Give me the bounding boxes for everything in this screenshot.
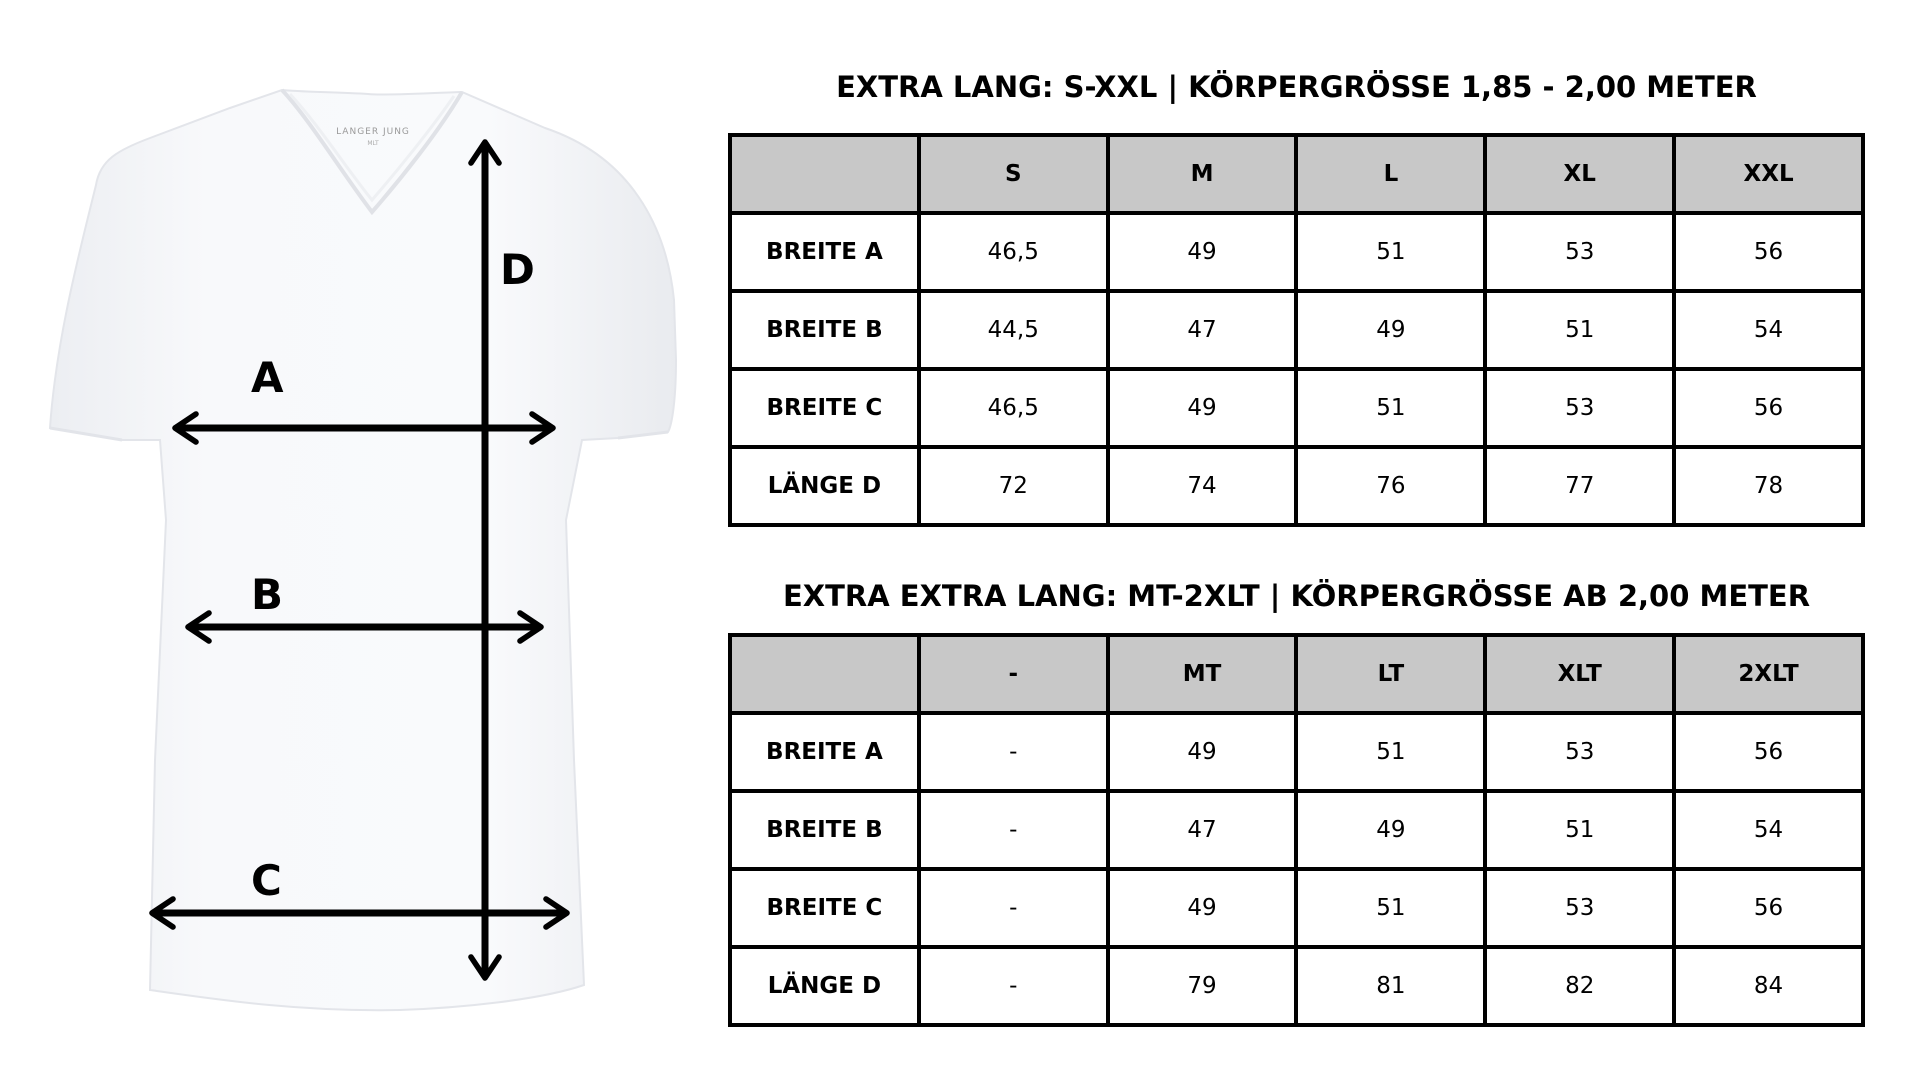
table-header-row <box>730 135 1863 213</box>
shirt-brand-sub: MLT <box>367 140 379 147</box>
table-row <box>730 947 1863 1025</box>
value-cell: 54 <box>1674 791 1863 869</box>
header-size-cell: 2XLT <box>1674 635 1863 713</box>
row-label-cell: BREITE C <box>730 869 919 947</box>
value-cell: 51 <box>1296 369 1485 447</box>
value-cell: 56 <box>1674 213 1863 291</box>
value-cell: 56 <box>1674 713 1863 791</box>
table-row <box>730 369 1863 447</box>
header-size-cell: S <box>919 135 1108 213</box>
value-cell: 49 <box>1108 713 1297 791</box>
label-b: B <box>251 570 284 619</box>
row-label-cell: LÄNGE D <box>730 447 919 525</box>
table-row <box>730 213 1863 291</box>
value-cell: 49 <box>1296 791 1485 869</box>
value-cell: 53 <box>1485 869 1674 947</box>
value-cell: - <box>919 713 1108 791</box>
header-size-cell: M <box>1108 135 1297 213</box>
value-cell: 51 <box>1296 713 1485 791</box>
row-label-cell: BREITE A <box>730 213 919 291</box>
size-table-extra-extra-lang <box>728 633 1865 1027</box>
value-cell: 44,5 <box>919 291 1108 369</box>
header-size-cell: XXL <box>1674 135 1863 213</box>
size-table-extra-lang <box>728 133 1865 527</box>
header-corner-cell <box>730 635 919 713</box>
value-cell: - <box>919 791 1108 869</box>
value-cell: 81 <box>1296 947 1485 1025</box>
row-label-cell: BREITE A <box>730 713 919 791</box>
value-cell: 49 <box>1108 369 1297 447</box>
value-cell: 49 <box>1296 291 1485 369</box>
table-row <box>730 447 1863 525</box>
header-size-cell: XLT <box>1485 635 1674 713</box>
shirt-brand-label: LANGER JUNG <box>336 127 410 137</box>
row-label-cell: BREITE C <box>730 369 919 447</box>
table-title-extra-extra-lang: EXTRA EXTRA LANG: MT-2XLT | KÖRPERGRÖSSE AB 2,00 METER <box>782 579 1811 613</box>
row-label-cell: BREITE B <box>730 291 919 369</box>
tshirt-shape <box>50 90 676 1010</box>
value-cell: 72 <box>919 447 1108 525</box>
value-cell: 53 <box>1485 369 1674 447</box>
value-cell: 79 <box>1108 947 1297 1025</box>
value-cell: 49 <box>1108 869 1297 947</box>
header-size-cell: LT <box>1296 635 1485 713</box>
value-cell: 51 <box>1296 213 1485 291</box>
value-cell: 56 <box>1674 369 1863 447</box>
value-cell: 82 <box>1485 947 1674 1025</box>
table-title-extra-lang: EXTRA LANG: S-XXL | KÖRPERGRÖSSE 1,85 - 2,00 METER <box>836 70 1757 104</box>
value-cell: 74 <box>1108 447 1297 525</box>
value-cell: 54 <box>1674 291 1863 369</box>
value-cell: 51 <box>1296 869 1485 947</box>
value-cell: 51 <box>1485 291 1674 369</box>
row-label-cell: BREITE B <box>730 791 919 869</box>
table-row <box>730 869 1863 947</box>
value-cell: 53 <box>1485 713 1674 791</box>
value-cell: 56 <box>1674 869 1863 947</box>
table-row <box>730 291 1863 369</box>
value-cell: 78 <box>1674 447 1863 525</box>
table-row <box>730 791 1863 869</box>
header-corner-cell <box>730 135 919 213</box>
value-cell: 46,5 <box>919 369 1108 447</box>
label-c: C <box>251 856 282 905</box>
value-cell: 49 <box>1108 213 1297 291</box>
label-a: A <box>251 353 284 402</box>
value-cell: - <box>919 869 1108 947</box>
value-cell: 77 <box>1485 447 1674 525</box>
header-size-cell: L <box>1296 135 1485 213</box>
header-size-cell: XL <box>1485 135 1674 213</box>
value-cell: 47 <box>1108 291 1297 369</box>
value-cell: 53 <box>1485 213 1674 291</box>
value-cell: 76 <box>1296 447 1485 525</box>
tshirt-measurement-diagram <box>0 0 700 1080</box>
table-row <box>730 713 1863 791</box>
row-label-cell: LÄNGE D <box>730 947 919 1025</box>
header-size-cell: MT <box>1108 635 1297 713</box>
value-cell: 84 <box>1674 947 1863 1025</box>
label-d: D <box>500 245 535 294</box>
value-cell: - <box>919 947 1108 1025</box>
table-header-row <box>730 635 1863 713</box>
header-size-cell: - <box>919 635 1108 713</box>
value-cell: 47 <box>1108 791 1297 869</box>
value-cell: 46,5 <box>919 213 1108 291</box>
value-cell: 51 <box>1485 791 1674 869</box>
